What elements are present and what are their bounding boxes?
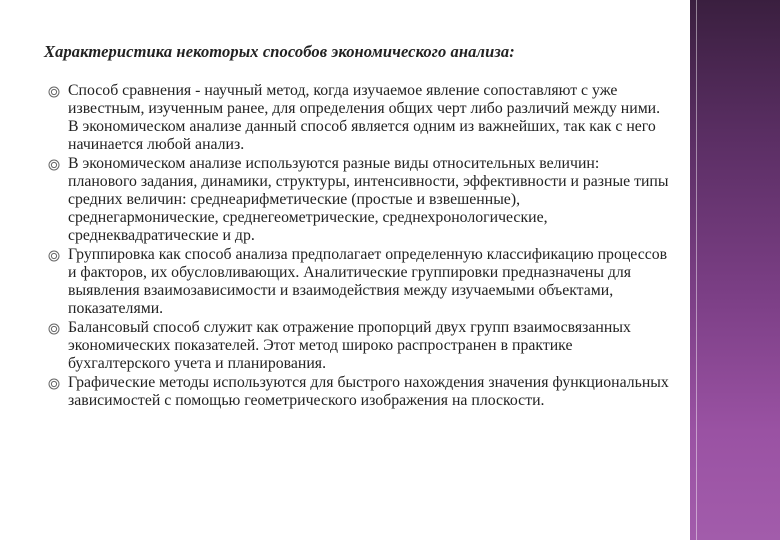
bullet-item [44,319,669,373]
bullet-list [44,82,669,411]
decorative-side-band [690,0,780,540]
bullet-text: Балансовый способ служит как отражение пропорций двух групп взаимосвязанных экономических показателей. Этот метод широко распространен в практике бухгалтерского учета и планирования. [68,319,631,372]
bullet-text: Группировка как способ анализа предполагает определенную классификацию процессов и факторов, их обусловливающих. Аналитические группировки предназначены для выявления взаимозависимости и взаимодействия между изучаемыми объектами, показателями. [68,246,668,317]
bullet-item [44,374,669,410]
bullet-item [44,246,669,318]
bullet-circle-icon [48,377,60,389]
bullet-text: Графические методы используются для быстрого нахождения значения функциональных зависимостей с помощью геометрического изображения на плоскости. [68,374,669,409]
bullet-text: В экономическом анализе используются разные виды относительных величин: планового задания, динамики, структуры, интенсивности, эффективности и разные типы средних величин: среднеарифметические (простые и взвешенные), среднегармонические, среднегеометрические, среднехронологические, среднеквадратические и др. [68,155,669,244]
bullet-item [44,82,669,154]
bullet-text: Способ сравнения - научный метод, когда изучаемое явление сопоставляют с уже известным, изученным ранее, для определения общих черт либо различий между ними. В экономическом анализе данный способ является одним из важнейших, так как с него начинается любой анализ. [68,82,661,153]
band-divider-line [696,0,697,540]
bullet-item [44,155,669,245]
bullet-circle-icon [48,158,60,170]
bullet-circle-icon [48,322,60,334]
slide-title: Характеристика некоторых способов экономического анализа: [44,42,515,61]
bullet-circle-icon [48,249,60,261]
bullet-circle-icon [48,85,60,97]
